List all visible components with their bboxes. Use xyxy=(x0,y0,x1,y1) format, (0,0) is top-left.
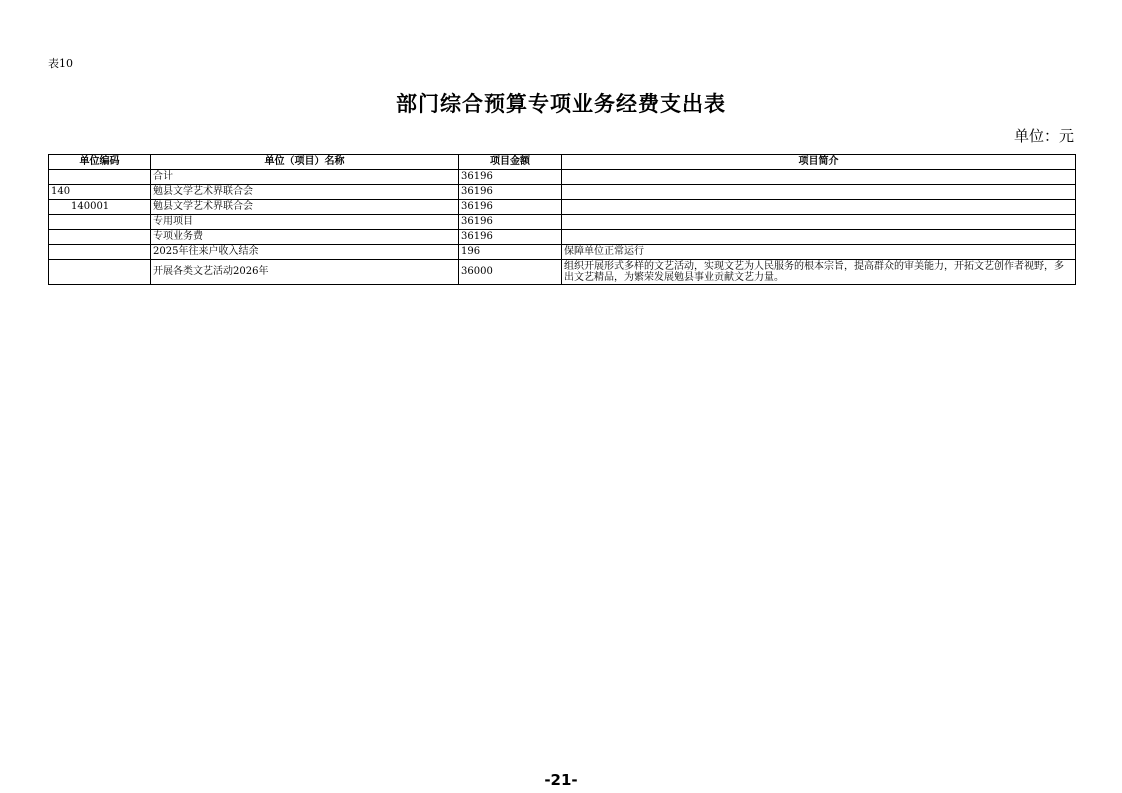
table-row xyxy=(49,245,1076,260)
table-row xyxy=(49,185,1076,200)
table-row xyxy=(49,215,1076,230)
cell-amount: 36196 xyxy=(459,215,562,230)
table-row xyxy=(49,200,1076,215)
cell-name: 合计 xyxy=(151,170,459,185)
cell-name: 勉县文学艺术界联合会 xyxy=(151,185,459,200)
budget-table xyxy=(48,154,1076,285)
cell-code: 140001 xyxy=(49,200,151,215)
cell-description xyxy=(562,185,1076,200)
cell-description: 组织开展形式多样的文艺活动，实现文艺为人民服务的根本宗旨，提高群众的审美能力，开拓文艺创作者视野，多出文艺精品，为繁荣发展勉县事业贡献文艺力量。 xyxy=(562,260,1076,285)
table-row xyxy=(49,260,1076,285)
column-header-description: 项目简介 xyxy=(562,155,1076,170)
cell-amount: 36000 xyxy=(459,260,562,285)
cell-description xyxy=(562,170,1076,185)
table-header-row xyxy=(49,155,1076,170)
unit-label: 单位：元 xyxy=(1013,127,1074,145)
table-row xyxy=(49,230,1076,245)
cell-code xyxy=(49,245,151,260)
cell-code xyxy=(49,260,151,285)
cell-description xyxy=(562,215,1076,230)
cell-description xyxy=(562,200,1076,215)
cell-code xyxy=(49,230,151,245)
cell-description xyxy=(562,230,1076,245)
cell-amount: 36196 xyxy=(459,170,562,185)
cell-name: 开展各类文艺活动2026年 xyxy=(151,260,459,285)
cell-description: 保障单位正常运行 xyxy=(562,245,1076,260)
column-header-code: 单位编码 xyxy=(49,155,151,170)
cell-name: 专项业务费 xyxy=(151,230,459,245)
column-header-amount: 项目金额 xyxy=(459,155,562,170)
cell-name: 专用项目 xyxy=(151,215,459,230)
cell-code xyxy=(49,215,151,230)
cell-name: 2025年往来户收入结余 xyxy=(151,245,459,260)
cell-amount: 36196 xyxy=(459,230,562,245)
cell-amount: 36196 xyxy=(459,200,562,215)
cell-code: 140 xyxy=(49,185,151,200)
page-number: -21- xyxy=(544,771,578,789)
page-title: 部门综合预算专项业务经费支出表 xyxy=(396,92,726,116)
table-row xyxy=(49,170,1076,185)
column-header-name: 单位（项目）名称 xyxy=(151,155,459,170)
cell-name: 勉县文学艺术界联合会 xyxy=(151,200,459,215)
cell-amount: 36196 xyxy=(459,185,562,200)
cell-code xyxy=(49,170,151,185)
table-number: 表10 xyxy=(48,57,73,70)
cell-amount: 196 xyxy=(459,245,562,260)
